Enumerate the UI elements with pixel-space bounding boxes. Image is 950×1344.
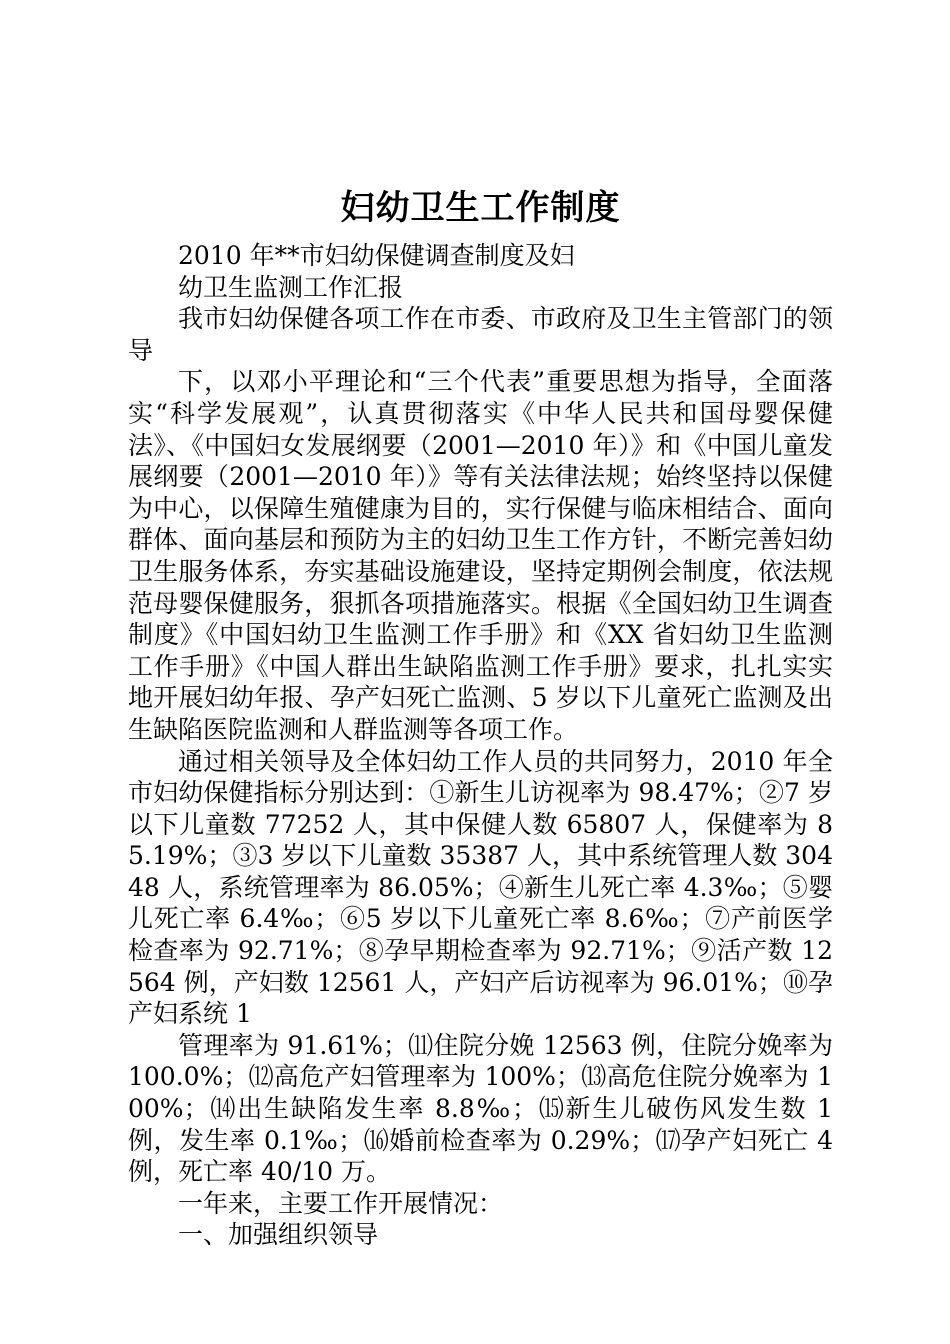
document-title: 妇幼卫生工作制度 [340, 188, 621, 228]
paragraph-indicators: 通过相关领导及全体妇幼工作人员的共同努力，2010 年全市妇幼保健指标分别达到：①新生儿访视率为 98.47%；②7 岁以下儿童数 77252 人，其中保健人数 65807 人，保健率为 85.19%；③3 岁以下儿童数 35387 人，其中系统管理人数 30448 人，系统管理率为 86.05%；④新生儿死亡率 4.3‰；⑤婴儿死亡率 6.4‰；⑥5 岁以下儿童死亡率 8.6‰；⑦产前医学检查率为 92.71%；⑧孕早期检查率为 92.71%；⑨活产数 12564 例，产妇数 12561 人，产妇产后访视率为 96.01%；⑩孕产妇系统 1 [128, 746, 833, 1029]
paragraph-report-title-line1: 2010 年**市妇幼保健调查制度及妇 [178, 241, 575, 270]
paragraph-work-overview: 一年来，主要工作开展情况： [178, 1188, 504, 1218]
paragraph-report-title-line2: 幼卫生监测工作汇报 [178, 272, 404, 302]
document-page [128, 186, 833, 1251]
paragraph-indicators-continued: 管理率为 91.61%；⑾住院分娩 12563 例，住院分娩率为 100.0%；⑿高危产妇管理率为 100%；⒀高危住院分娩率为 100%；⒁出生缺陷发生率 8.8‰；⒂新生儿破伤风发生数 1 例，发生率 0.1‰；⒃婚前检查率为 0.29%；⒄孕产妇死亡 4 例，死亡率 40/10 万。 [128, 1030, 833, 1187]
paragraph-intro: 我市妇幼保健各项工作在市委、市政府及卫生主管部门的领导 [128, 304, 833, 365]
paragraph-guidelines: 下，以邓小平理论和“三个代表”重要思想为指导，全面落实“科学发展观”，认真贯彻落实《中华人民共和国母婴保健法》、《中国妇女发展纲要（2001—2010 年）》和《中国儿童发展纲要（2001—2010 年）》等有关法律法规；始终坚持以保健为中心，以保障生殖健康为目的，实行保健与临床相结合、面向群体、面向基层和预防为主的妇幼卫生工作方针，不断完善妇幼卫生服务体系，夯实基础设施建设，坚持定期例会制度，依法规范母婴保健服务，狠抓各项措施落实。根据《全国妇幼卫生调查制度》《中国妇幼卫生监测工作手册》和《XX 省妇幼卫生监测工作手册》《中国人群出生缺陷监测工作手册》要求，扎扎实实地开展妇幼年报、孕产妇死亡监测、5 岁以下儿童死亡监测及出生缺陷医院监测和人群监测等各项工作。 [128, 367, 833, 744]
section-heading-organization: 一、加强组织领导 [178, 1220, 379, 1250]
